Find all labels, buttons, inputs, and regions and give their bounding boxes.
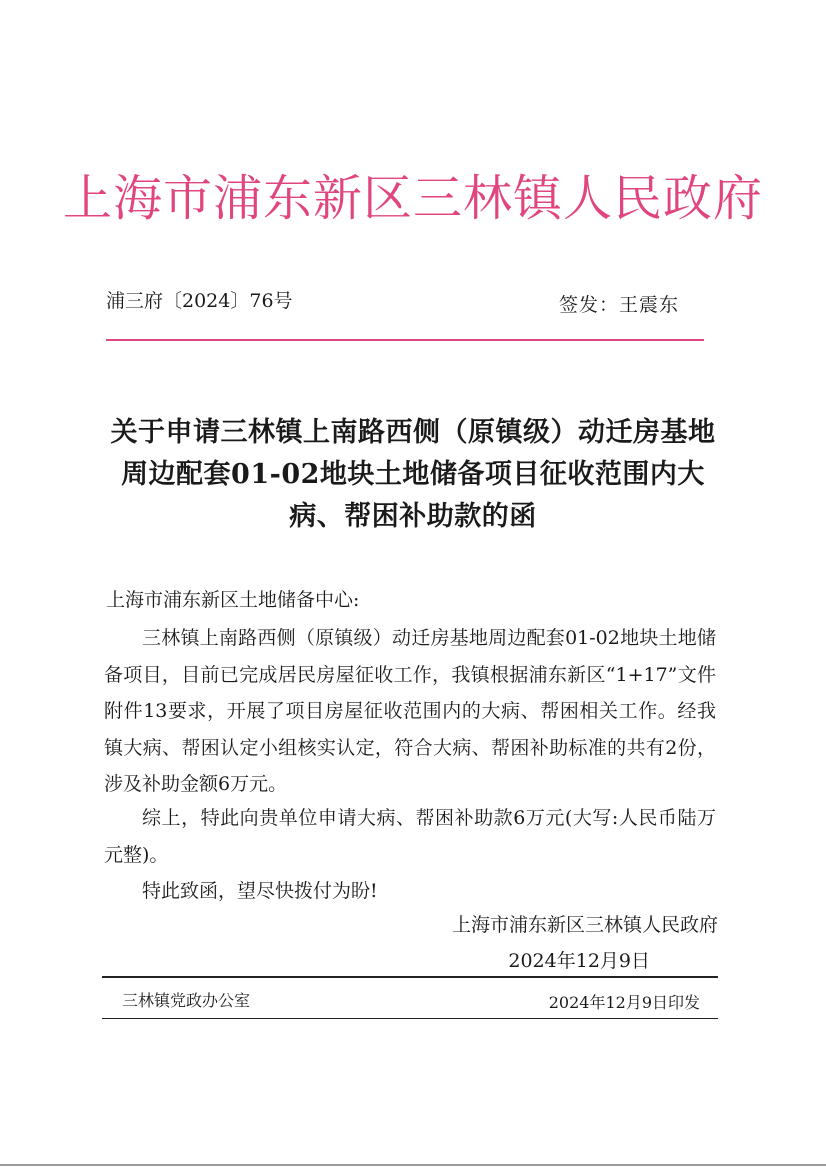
print-date: 2024年12月9日印发: [548, 993, 700, 1012]
signer: 签发：王震东: [559, 294, 680, 316]
footer-bottom-rule: [102, 1018, 718, 1019]
footer-top-rule: [102, 976, 718, 978]
body-paragraph: 三林镇上南路西侧（原镇级）动迁房基地周边配套01-02地块土地储备项目，目前已完成居民房屋征收工作，我镇根据浦东新区“1+17”文件附件13要求，开展了项目房屋征收范围内的大病、帮困相关工作。经我镇大病、帮困认定小组核实认定，符合大病、帮困补助标准的共有2份，涉及补助金额6万元。: [104, 627, 716, 795]
page-edge: [0, 1164, 826, 1166]
body-paragraph: 特此致函，望尽快拨付为盼!: [142, 880, 378, 902]
letterhead-title: 上海市浦东新区三林镇人民政府: [62, 170, 763, 227]
body-paragraph: 综上，特此向贵单位申请大病、帮困补助款6万元(大写:人民币陆万元整)。: [104, 807, 716, 866]
document-number: 浦三府〔2024〕76号: [106, 290, 293, 312]
subject-heading: 关于申请三林镇上南路西侧（原镇级）动迁房基地周边配套01-02地块土地储备项目征收范围内大病、帮困补助款的函: [110, 417, 716, 532]
addressee: 上海市浦东新区土地储备中心:: [106, 589, 360, 611]
signature-organization: 上海市浦东新区三林镇人民政府: [451, 914, 718, 936]
signature-date: 2024年12月9日: [508, 950, 650, 972]
letterhead-divider: [106, 339, 704, 341]
issuing-office: 三林镇党政办公室: [122, 991, 251, 1010]
